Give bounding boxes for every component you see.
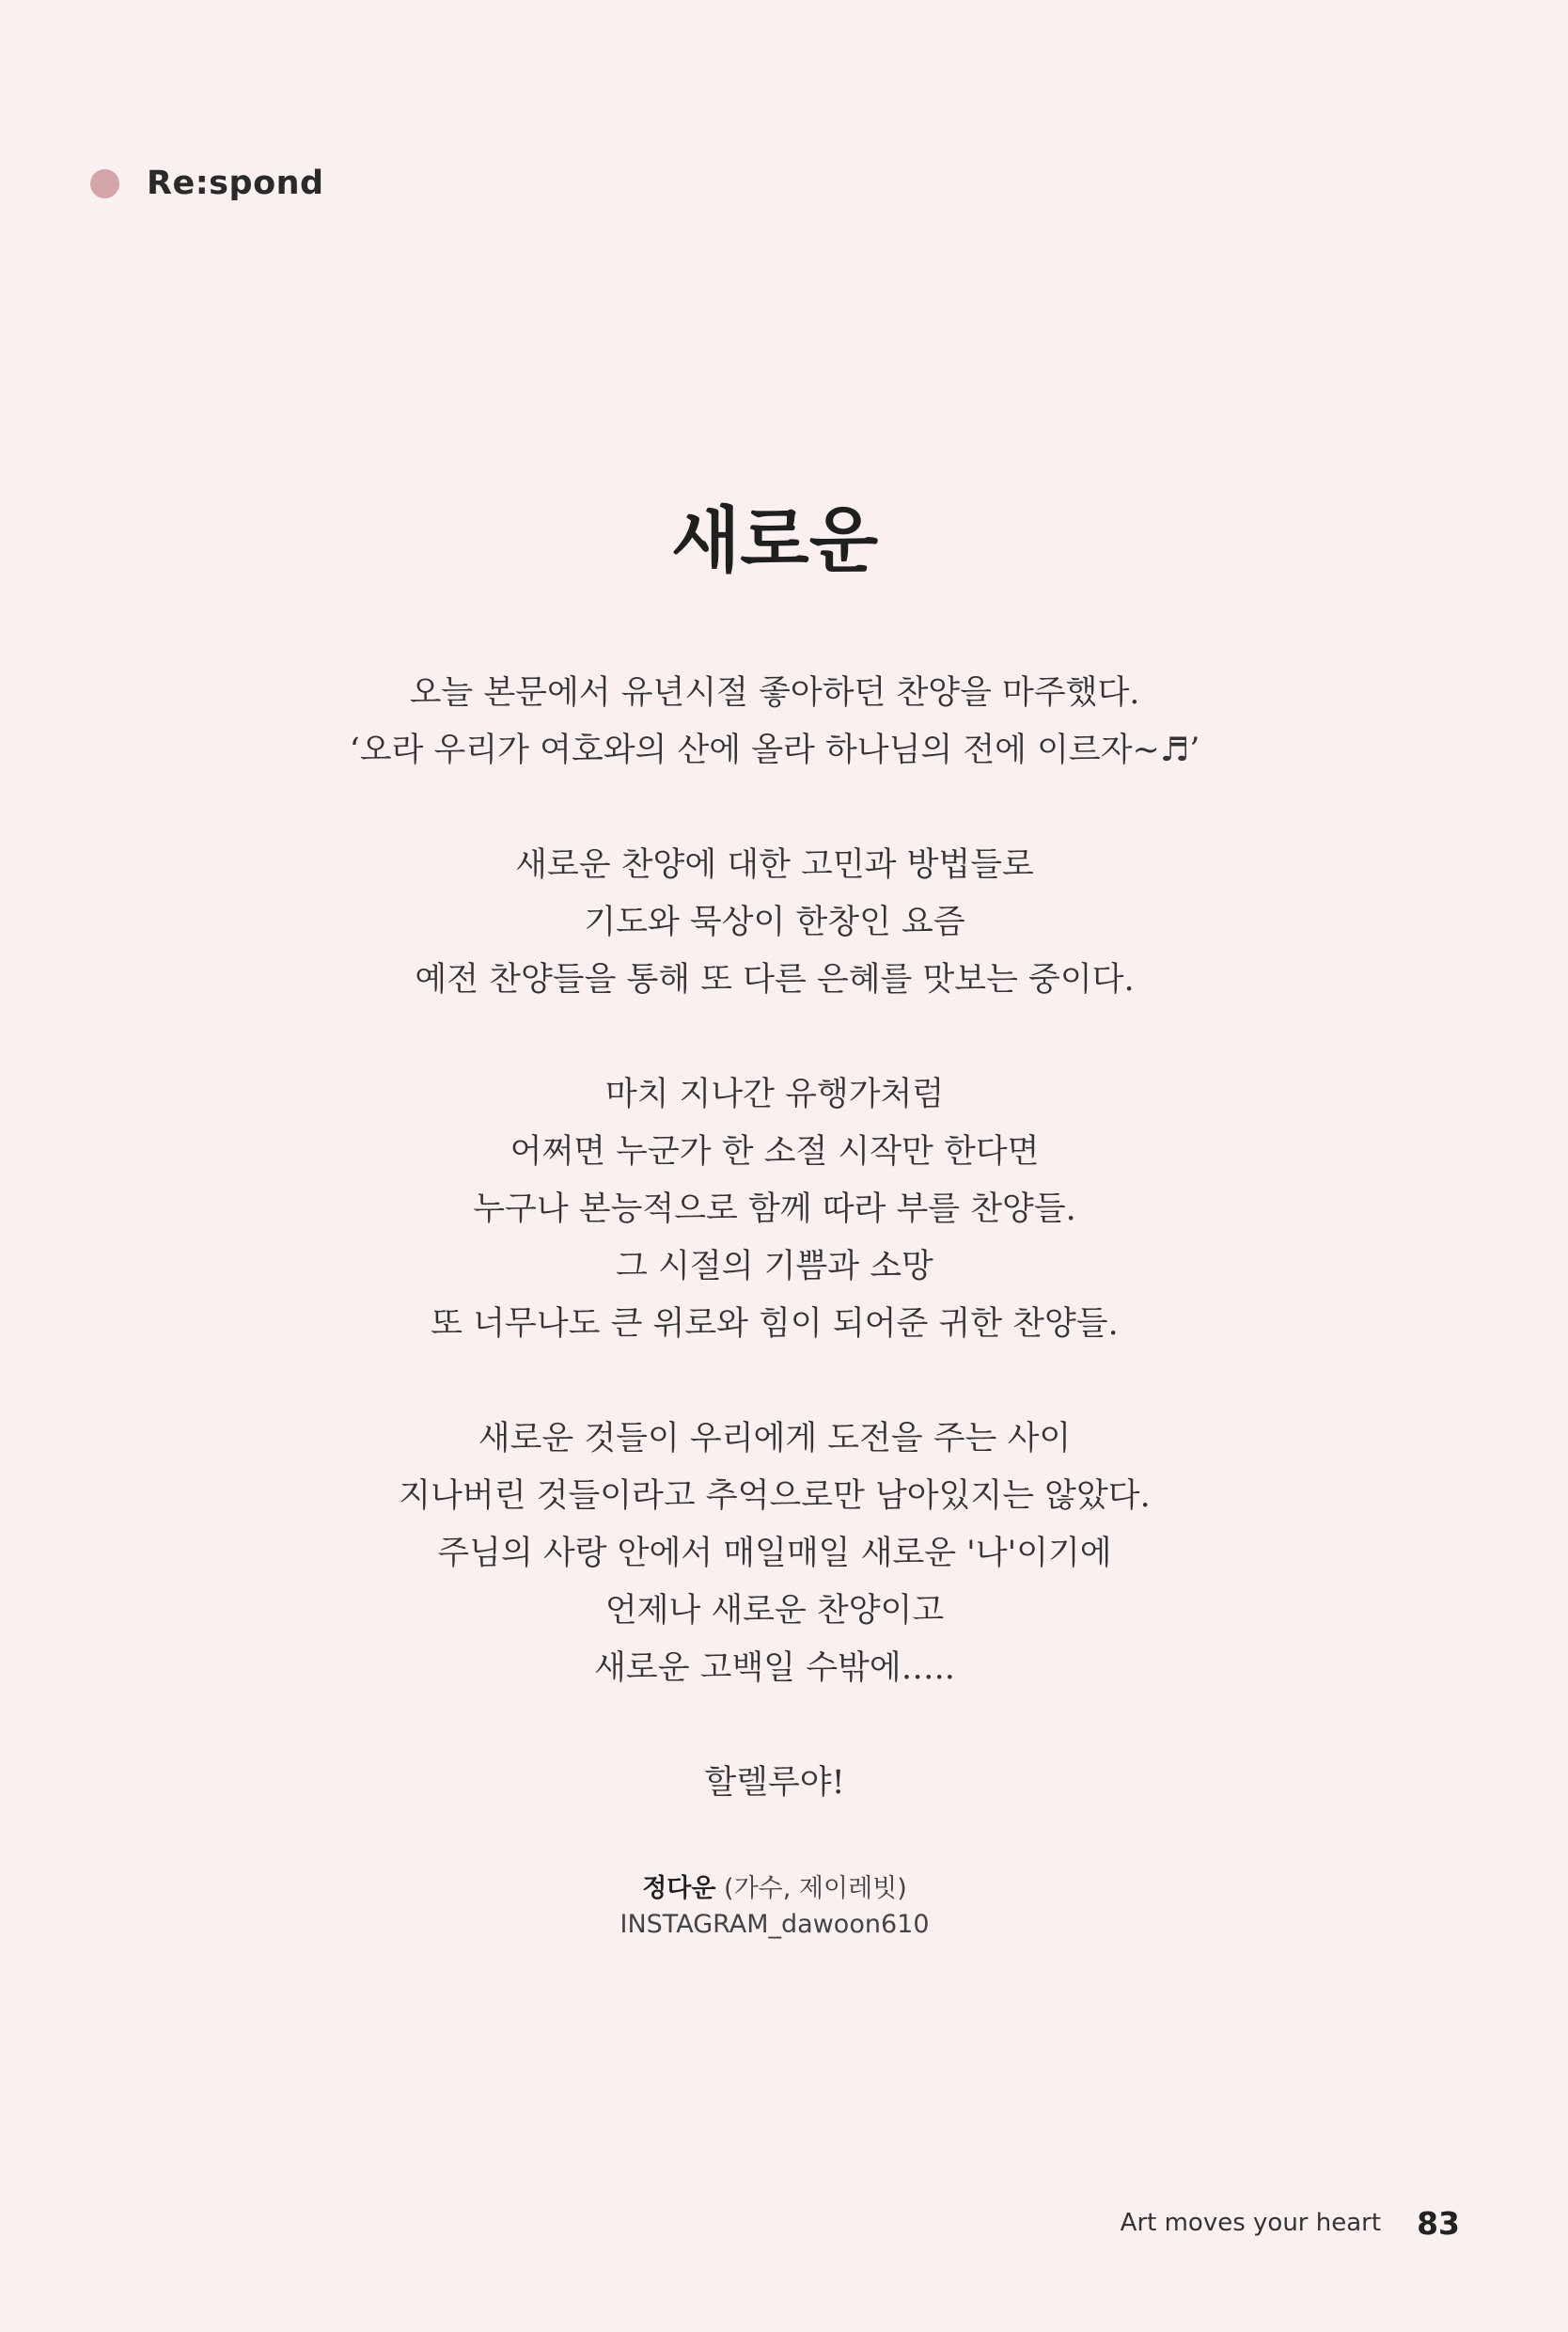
author-credit — [0, 1871, 1549, 1943]
page-header — [90, 160, 324, 207]
author-name: 정다운 — [642, 1874, 716, 1903]
poem-line: 누구나 본능적으로 함께 따라 부를 찬양들. — [473, 1190, 1076, 1228]
poem-line: 지나버린 것들이라고 추억으로만 남아있지는 않았다. — [399, 1477, 1151, 1515]
poem-line: 예전 찬양들을 통해 또 다른 은혜를 맛보는 중이다. — [415, 961, 1135, 999]
author-role: (가수, 제이레빗) — [715, 1874, 907, 1903]
poem-line: 주님의 사랑 안에서 매일매일 새로운 '나'이기에 — [437, 1535, 1112, 1572]
page-number: 83 — [1417, 2204, 1460, 2242]
poem-line: 오늘 본문에서 유년시절 좋아하던 찬양을 마주했다. — [409, 674, 1140, 712]
page-footer — [1121, 2202, 1460, 2244]
poem-line: 새로운 것들이 우리에게 도전을 주는 사이 — [478, 1420, 1072, 1458]
author-line — [0, 1871, 1549, 1907]
section-dot-icon — [90, 169, 119, 198]
poem-line: 새로운 찬양에 대한 고민과 방법들로 — [515, 846, 1034, 884]
poem-line: 할렐루야! — [704, 1764, 845, 1802]
author-instagram: INSTAGRAM_dawoon610 — [619, 1910, 930, 1939]
poem-stanza — [0, 1066, 1549, 1353]
footer-tagline: Art moves your heart — [1120, 2209, 1382, 2237]
poem-line: 그 시절의 기쁨과 소망 — [616, 1248, 933, 1285]
poem-stanza — [0, 837, 1549, 1009]
poem-body — [0, 665, 1549, 1869]
poem-line: 마치 지나간 유행가처럼 — [604, 1076, 945, 1113]
poem-line: 기도와 묵상이 한창인 요즘 — [584, 904, 965, 941]
poem-stanza — [0, 665, 1549, 780]
poem-line: 언제나 새로운 찬양이고 — [604, 1592, 945, 1630]
poem-stanza — [0, 1410, 1549, 1697]
section-label: Re:spond — [147, 165, 324, 202]
poem-stanza — [0, 1755, 1549, 1812]
poem-line: 또 너무나도 큰 위로와 힘이 되어준 귀한 찬양들. — [431, 1305, 1119, 1343]
poem-line: 새로운 고백일 수밖에….. — [594, 1649, 955, 1687]
poem-line: 어쩌면 누군가 한 소절 시작만 한다면 — [510, 1133, 1040, 1171]
poem-title: 새로운 — [670, 498, 879, 582]
poem-line: ‘오라 우리가 여호와의 산에 올라 하나님의 전에 이르자~♬’ — [349, 732, 1200, 769]
